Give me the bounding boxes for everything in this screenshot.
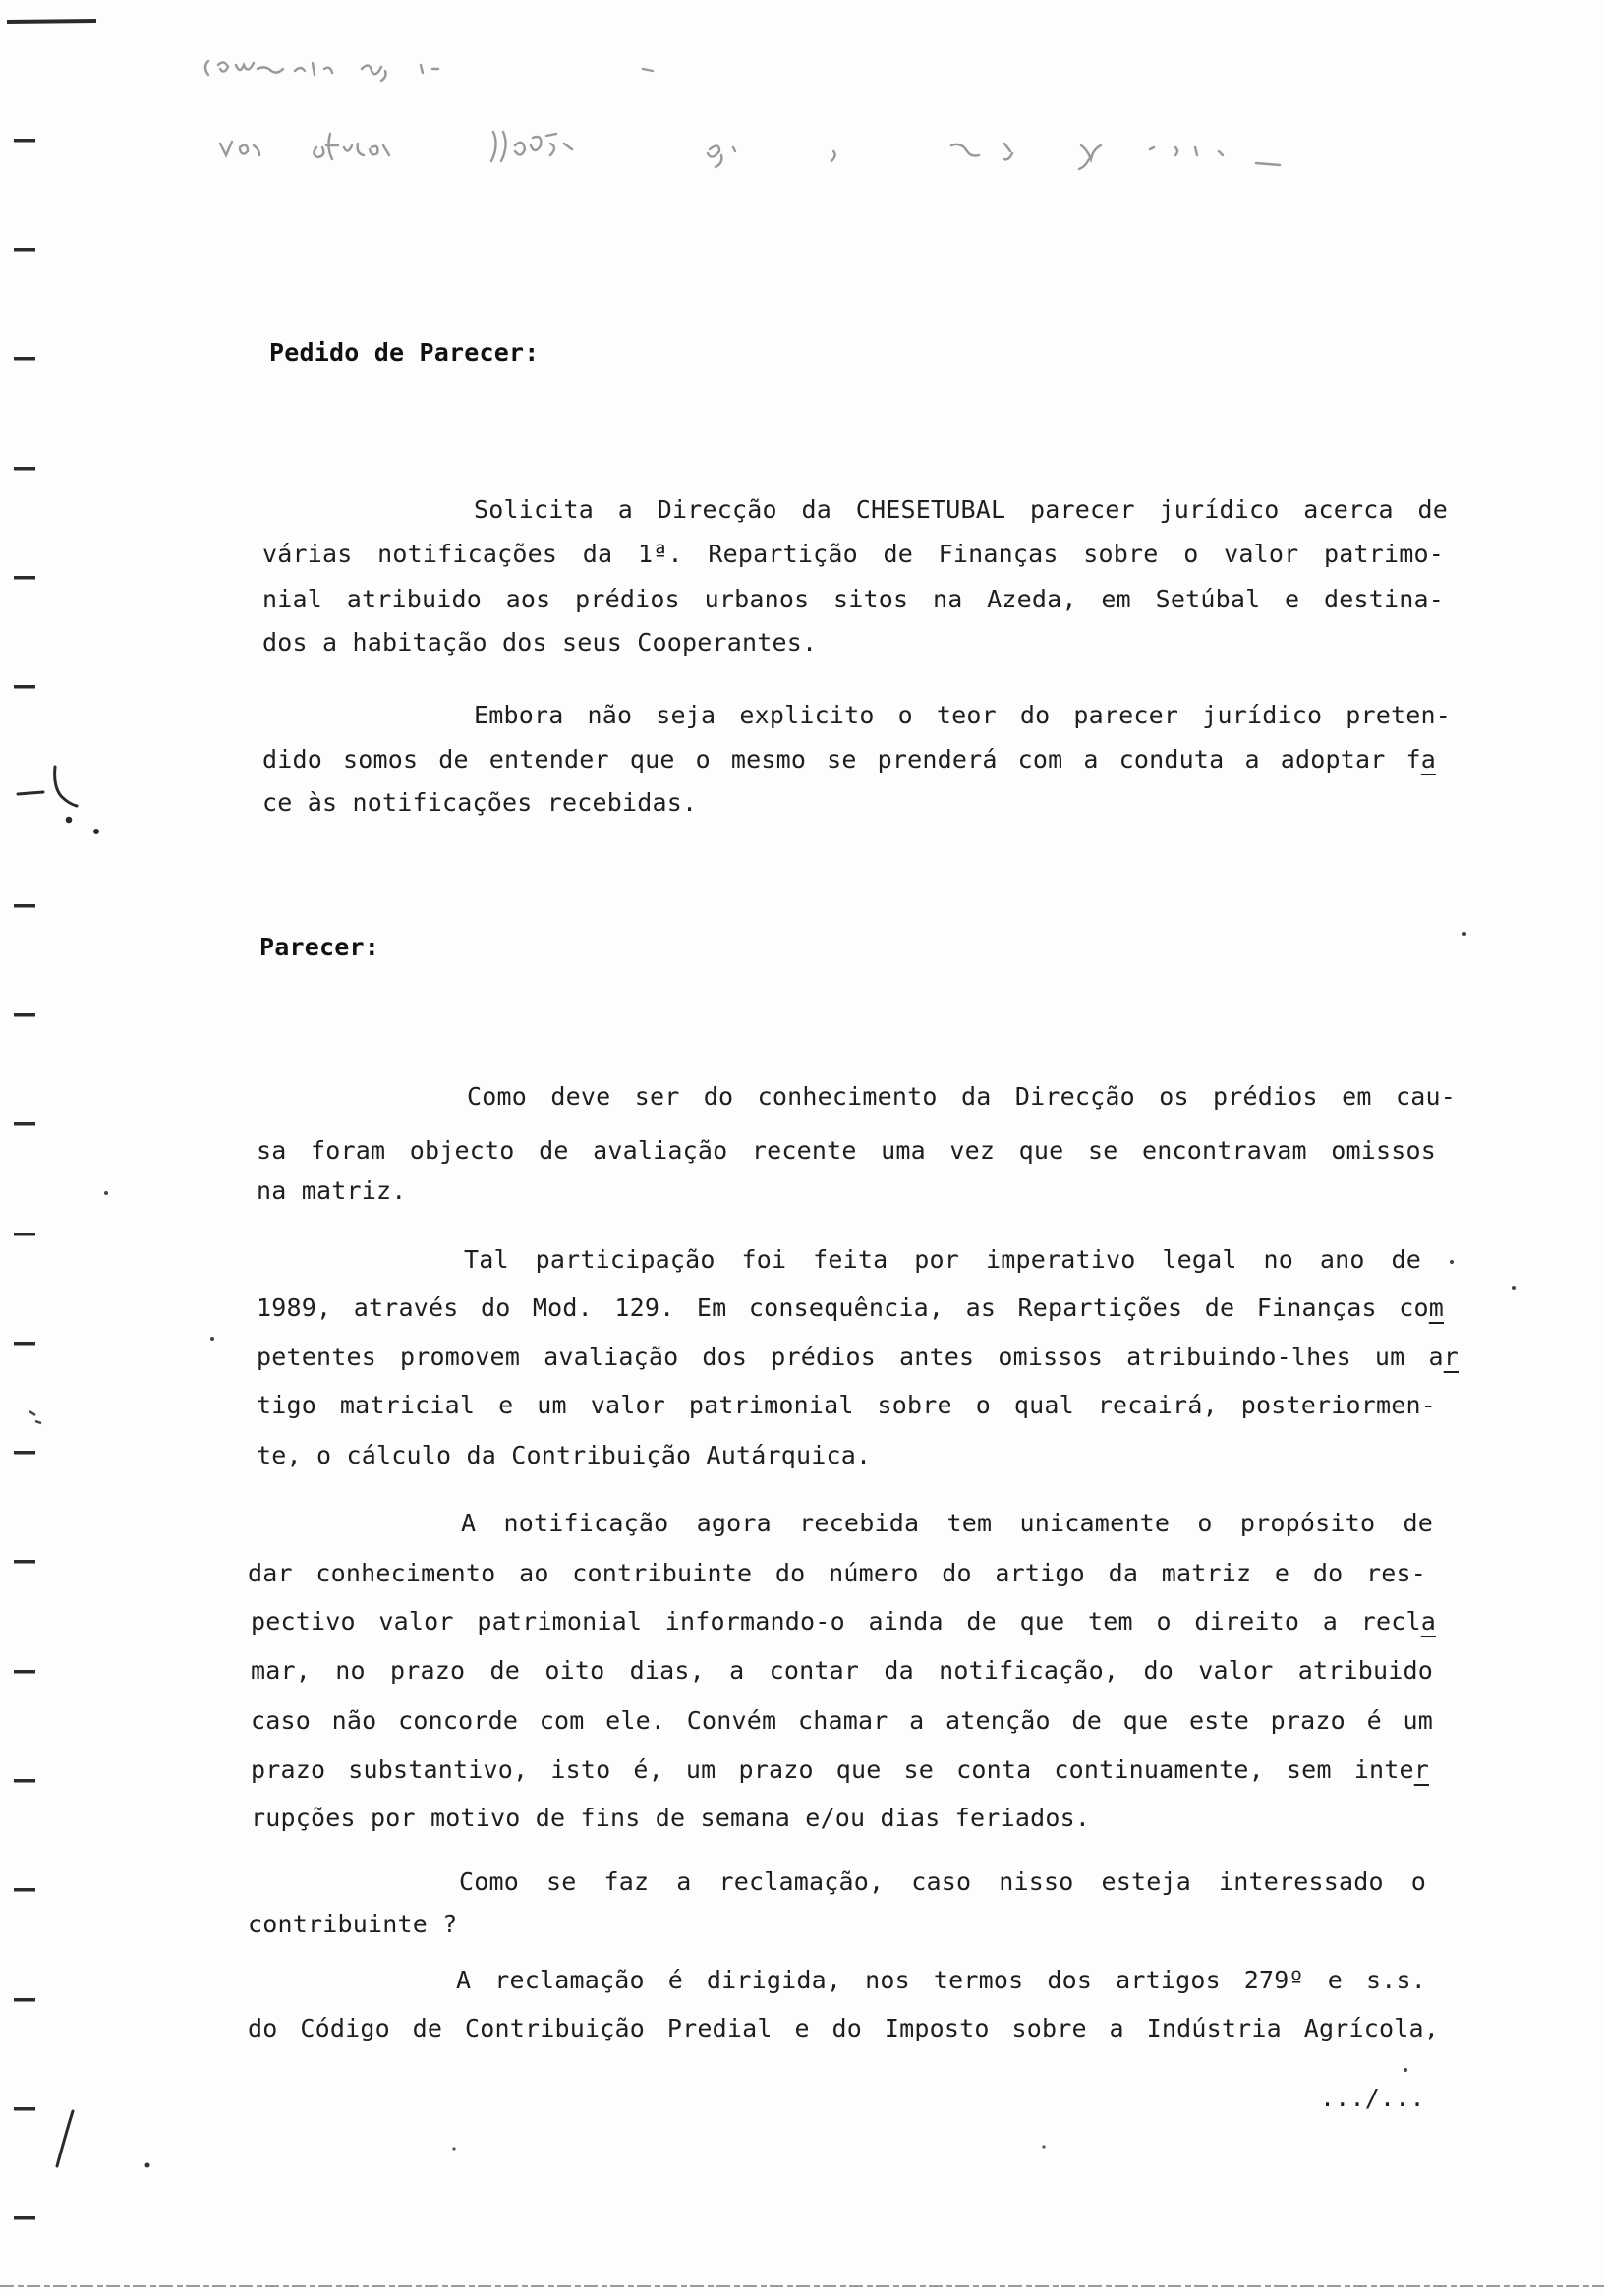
margin-mark xyxy=(14,1670,35,1674)
section-heading-opinion: Parecer: xyxy=(259,933,380,961)
margin-mark xyxy=(14,139,35,143)
body-line: Solicita a Direcção da CHESETUBAL parecer jurídico acerca de xyxy=(474,495,1448,524)
speck xyxy=(1042,2145,1045,2148)
margin-mark xyxy=(14,1013,35,1017)
margin-mark xyxy=(14,1233,35,1236)
line-text: pectivo valor patrimonial informando-o ainda de que tem o direito a recl xyxy=(251,1607,1421,1636)
margin-mark xyxy=(14,1888,35,1892)
body-line xyxy=(257,1292,1444,1324)
speck xyxy=(1404,2068,1407,2072)
body-line xyxy=(251,1606,1436,1637)
margin-mark xyxy=(14,1342,35,1346)
hyphenation-mark: a xyxy=(1420,1607,1436,1636)
body-line: nial atribuido aos prédios urbanos sitos na Azeda, em Setúbal e destina- xyxy=(262,585,1444,613)
margin-mark xyxy=(14,2216,35,2220)
margin-mark xyxy=(14,2107,35,2111)
margin-mark xyxy=(14,1122,35,1126)
margin-marks xyxy=(14,139,35,2220)
body-line: dar conhecimento ao contribuinte do número do artigo da matriz e do res- xyxy=(248,1559,1426,1587)
hyphenation-mark: a xyxy=(1420,745,1436,774)
body-line: contribuinte ? xyxy=(248,1910,458,1938)
line-text: prazo substantivo, isto é, um prazo que se conta continuamente, sem inte xyxy=(251,1755,1414,1784)
body-line: mar, no prazo de oito dias, a contar da notificação, do valor atribuido xyxy=(251,1656,1433,1685)
line-text: 1989, através do Mod. 129. Em consequência, as Repartições de Finanças co xyxy=(257,1293,1429,1322)
speck xyxy=(145,2163,150,2168)
hyphenation-mark: m xyxy=(1428,1293,1444,1322)
body-line: A notificação agora recebida tem unicamente o propósito de xyxy=(461,1509,1433,1537)
body-line: ce às notificações recebidas. xyxy=(262,788,698,817)
body-line: caso não concorde com ele. Convém chamar a atenção de que este prazo é um xyxy=(251,1706,1433,1735)
body-line: sa foram objecto de avaliação recente uma vez que se encontravam omissos xyxy=(257,1136,1436,1165)
body-line xyxy=(251,1754,1429,1786)
speck xyxy=(1512,1286,1516,1290)
body-line: várias notificações da 1ª. Repartição de Finanças sobre o valor patrimo- xyxy=(262,540,1444,568)
margin-mark xyxy=(14,248,35,252)
body-line: na matriz. xyxy=(257,1177,407,1205)
body-line xyxy=(257,1342,1459,1373)
body-line: te, o cálculo da Contribuição Autárquica. xyxy=(257,1441,872,1469)
body-line: Tal participação foi feita por imperativo legal no ano de xyxy=(464,1245,1421,1274)
body-line: rupções por motivo de fins de semana e/ou dias feriados. xyxy=(251,1804,1091,1832)
handwritten-note-line-1 xyxy=(205,61,653,81)
margin-mark xyxy=(14,357,35,361)
body-line: do Código de Contribuição Predial e do Imposto sobre a Indústria Agrícola, xyxy=(248,2014,1439,2042)
body-line xyxy=(262,744,1436,775)
margin-mark xyxy=(14,1560,35,1564)
speck xyxy=(104,1191,108,1195)
margin-mark xyxy=(14,904,35,908)
body-line: A reclamação é dirigida, nos termos dos artigos 279º e s.s. xyxy=(456,1966,1426,1994)
margin-mark xyxy=(14,1451,35,1455)
margin-scribble xyxy=(18,767,98,833)
handwritten-note-line-2 xyxy=(220,132,1280,169)
margin-mark xyxy=(14,685,35,689)
body-line: Como deve ser do conhecimento da Direcção os prédios em cau- xyxy=(467,1082,1456,1111)
speck xyxy=(1462,932,1466,936)
body-line: tigo matricial e um valor patrimonial sobre o qual recairá, posteriormen- xyxy=(257,1391,1436,1419)
speck xyxy=(29,1411,41,1423)
speck xyxy=(452,2147,455,2150)
body-line: dos a habitação dos seus Cooperantes. xyxy=(262,628,818,657)
line-text: petentes promovem avaliação dos prédios antes omissos atribuindo-lhes um a xyxy=(257,1343,1444,1371)
body-line: Como se faz a reclamação, caso nisso esteja interessado o xyxy=(459,1867,1426,1896)
margin-mark xyxy=(14,467,35,471)
margin-slash xyxy=(57,2111,73,2166)
hyphenation-mark: r xyxy=(1443,1343,1459,1371)
speck xyxy=(1450,1260,1454,1264)
margin-mark xyxy=(14,576,35,580)
speck xyxy=(210,1337,214,1341)
continuation-marker: .../... xyxy=(1320,2084,1425,2112)
body-line: Embora não seja explicito o teor do parecer jurídico preten- xyxy=(474,701,1451,729)
margin-mark xyxy=(14,1779,35,1783)
line-text: dido somos de entender que o mesmo se prenderá com a conduta a adoptar f xyxy=(262,745,1421,774)
section-heading-request: Pedido de Parecer: xyxy=(269,338,540,367)
hyphenation-mark: r xyxy=(1413,1755,1429,1784)
top-left-rule xyxy=(7,21,96,22)
margin-mark xyxy=(14,1998,35,2002)
